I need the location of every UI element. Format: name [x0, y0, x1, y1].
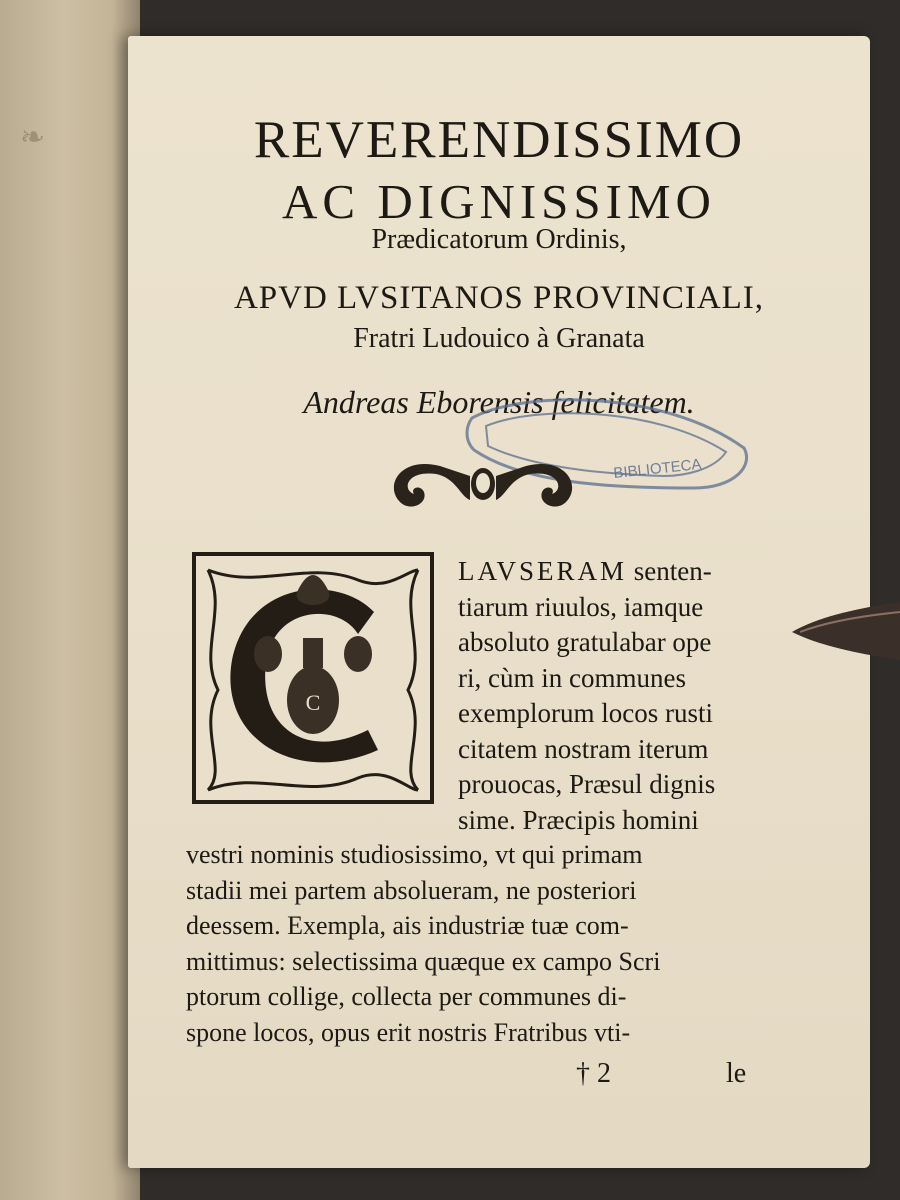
text-line: exemplorum locos rusti: [458, 698, 713, 728]
signature-mark: † 2: [576, 1058, 611, 1089]
opening-rest: senten-: [627, 556, 712, 586]
page-pointer: [790, 596, 900, 666]
text-line: vestri nominis studiosissimo, vt qui primam: [186, 840, 643, 869]
text-line: spone locos, opus erit nostris Fratribus vti-: [186, 1017, 631, 1047]
title-line-1: REVERENDISSIMO: [253, 111, 745, 169]
text-line: tiarum riuulos, iamque: [458, 591, 704, 622]
facing-page: [0, 0, 140, 1200]
book-page: [128, 36, 870, 1168]
text-line: deessem. Exempla, ais industriæ tuæ com-: [186, 911, 629, 940]
title-line-3: Prædicatorum Ordinis,: [371, 224, 627, 255]
stamp-text: BIBLIOTECA: [612, 455, 703, 482]
title-line-2: AC DIGNISSIMO: [282, 174, 716, 229]
text-line: ptorum collige, collecta per communes di-: [186, 982, 627, 1011]
text-line: absoluto gratulabar ope: [458, 627, 712, 657]
opening-word: LAVSERAM: [458, 556, 628, 586]
bleed-through-text: ❧: [20, 120, 46, 155]
catchword: le: [726, 1058, 747, 1089]
text-line: stadii mei partem absolueram, ne posteriori: [186, 875, 637, 905]
text-beside-initial: [458, 554, 788, 838]
text-line: citatem nostram iterum: [458, 733, 709, 764]
head-ornament: [380, 456, 586, 514]
text-line: [458, 554, 788, 590]
title-line-5: Fratri Ludouico à Granata: [353, 323, 645, 354]
text-line: sime. Præcipis homini: [458, 804, 699, 835]
text-line: prouocas, Præsul dignis: [458, 769, 716, 799]
body-text: [186, 837, 786, 1050]
text-line: ri, cùm in communes: [458, 662, 686, 693]
greeting-line: Andreas Eborensis felicitatem.: [303, 384, 695, 420]
title-line-4: APVD LVSITANOS PROVINCIALI,: [233, 280, 765, 316]
initial-letter: C: [305, 690, 321, 715]
decorated-initial-c: [188, 550, 438, 806]
text-line: mittimus: selectissima quæque ex campo Scri: [186, 946, 661, 976]
